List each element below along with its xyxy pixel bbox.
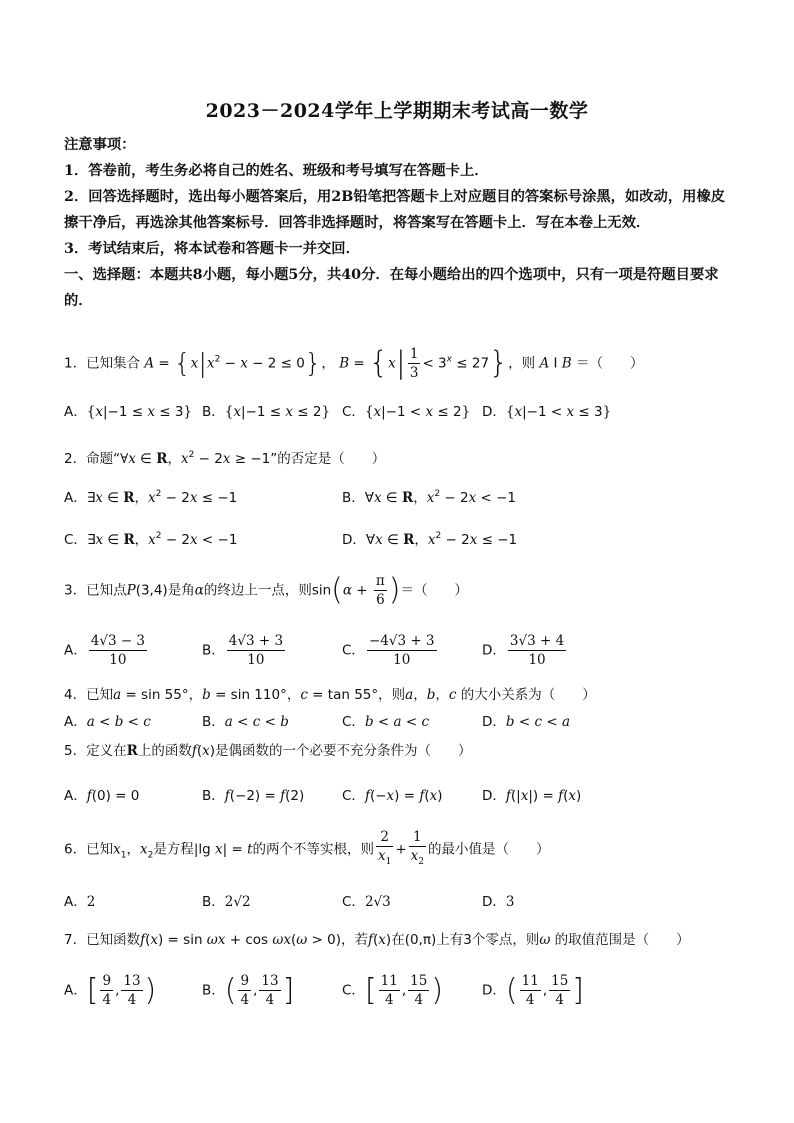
q3-option-d[interactable]: D． $\frac{3√3 + 4}{10}$ [482, 633, 565, 668]
q6-option-c[interactable]: C．2√3 [342, 894, 391, 910]
note-item-2: 2．回答选择题时，选出每小题答案后，用2B铅笔把答题卡上对应题目的答案标号涂黑，如改动，用橡皮擦干净后，再选涂其他答案标号．回答非选择题时，将答案写在答题卡上．写在本卷上无效． [64, 189, 726, 231]
question-6-options [64, 890, 744, 914]
question-7: 7．已知函数f(x) = sin ωx + cos ωx(ω > 0)，若f(x)在(0,π)上有3个零点，则ω 的取值范围是（ ） [64, 932, 690, 948]
q7-option-b[interactable]: B．( $\frac{9}{4}$ , $\frac{13}{4}$ ] [202, 973, 295, 1008]
question-3: 3．已知点P(3,4)是角α的终边上一点，则sin(α + $\frac{\pi}{6}$ )＝（ ） [64, 572, 469, 608]
q4-option-d[interactable]: D．b < c < a [482, 714, 570, 730]
q5-option-b[interactable]: B．f(−2) = f(2) [202, 788, 305, 804]
q1-option-c[interactable]: C．{x|−1 < x ≤ 2} [342, 404, 471, 420]
q6-option-a[interactable]: A．2 [64, 894, 96, 910]
q1-option-d[interactable]: D．{x|−1 < x ≤ 3} [482, 404, 612, 420]
q1-option-b[interactable]: B．{x|−1 ≤ x ≤ 2} [202, 404, 331, 420]
question-1-options [64, 400, 744, 424]
note-item-3: 3．考试结束后，将本试卷和答题卡一并交回． [64, 241, 360, 257]
q4-option-c[interactable]: C．b < a < c [342, 714, 430, 730]
question-2: 2．命题“∀x ∈ R，$x^2 - 2x \ge -1$”的否定是（ ） [64, 450, 386, 467]
q3-option-a[interactable]: A． $\frac{4√3 - 3}{10}$ [64, 633, 146, 668]
question-4-options [64, 710, 744, 732]
question-1: 1．已知集合 $A = \{x|x^2 - x - 2 \le 0\}$， B = {x| $\frac{1}{3}$ < $3^x \le 27$}，则 A I B ＝（ ） [64, 345, 644, 381]
question-5-options [64, 784, 744, 808]
q1-option-a[interactable]: A．{x|−1 ≤ x ≤ 3} [64, 404, 193, 420]
q5-option-d[interactable]: D．f(|x|) = f(x) [482, 788, 582, 804]
note-item-1: 1．答卷前，考生务必将自己的姓名、班级和考号填写在答题卡上． [64, 163, 489, 179]
notes-section [64, 132, 734, 314]
section-one-header: 一、选择题：本题共8小题，每小题5分，共40分．在每小题给出的四个选项中，只有一项是符题目要求的． [64, 267, 719, 309]
q2-option-a[interactable]: A．∃x ∈ R，$x^2 - 2x \le -1$ [64, 489, 238, 506]
q7-option-d[interactable]: D．( $\frac{11}{4}$ , $\frac{15}{4}$ ] [482, 973, 585, 1008]
q5-option-a[interactable]: A．f(0) = 0 [64, 788, 140, 804]
q7-option-c[interactable]: C．[ $\frac{11}{4}$ , $\frac{15}{4}$ ) [342, 973, 444, 1008]
q2-option-b[interactable]: B．∀x ∈ R，$x^2 - 2x < -1$ [342, 489, 516, 506]
question-7-options [64, 972, 744, 1016]
q2-option-d[interactable]: D．∀x ∈ R，$x^2 - 2x \le -1$ [342, 531, 518, 548]
q2-option-c[interactable]: C．∃x ∈ R，$x^2 - 2x < -1$ [64, 531, 238, 548]
q6-option-d[interactable]: D．3 [482, 894, 515, 910]
q4-option-a[interactable]: A．a < b < c [64, 714, 151, 730]
question-5: 5．定义在R上的函数f(x)是偶函数的一个必要不充分条件为（ ） [64, 743, 472, 759]
q6-option-b[interactable]: B．2√2 [202, 894, 251, 910]
exam-title: 2023－2024学年上学期期末考试高一数学 [205, 100, 589, 122]
question-3-options [64, 632, 744, 676]
q5-option-c[interactable]: C．f(−x) = f(x) [342, 788, 443, 804]
notes-heading: 注意事项： [64, 137, 136, 153]
q3-option-b[interactable]: B． $\frac{4√3 + 3}{10}$ [202, 633, 284, 668]
question-6: 6．已知$x_1$，$x_2$是方程|lg x| = t的两个不等实根，则 $\frac{2}{x_1}$ + $\frac{1}{x_2}$ 的最小值是（ ） [64, 829, 550, 867]
q4-option-b[interactable]: B．a < c < b [202, 714, 289, 730]
question-2-options [64, 486, 744, 546]
q3-option-c[interactable]: C． $\frac{-4√3 + 3}{10}$ [342, 633, 435, 668]
question-4: 4．已知a = sin 55°，b = sin 110°，c = tan 55°，则a，b，c 的大小关系为（ ） [64, 687, 596, 703]
q7-option-a[interactable]: A．[ $\frac{9}{4}$ , $\frac{13}{4}$ ) [64, 973, 157, 1008]
